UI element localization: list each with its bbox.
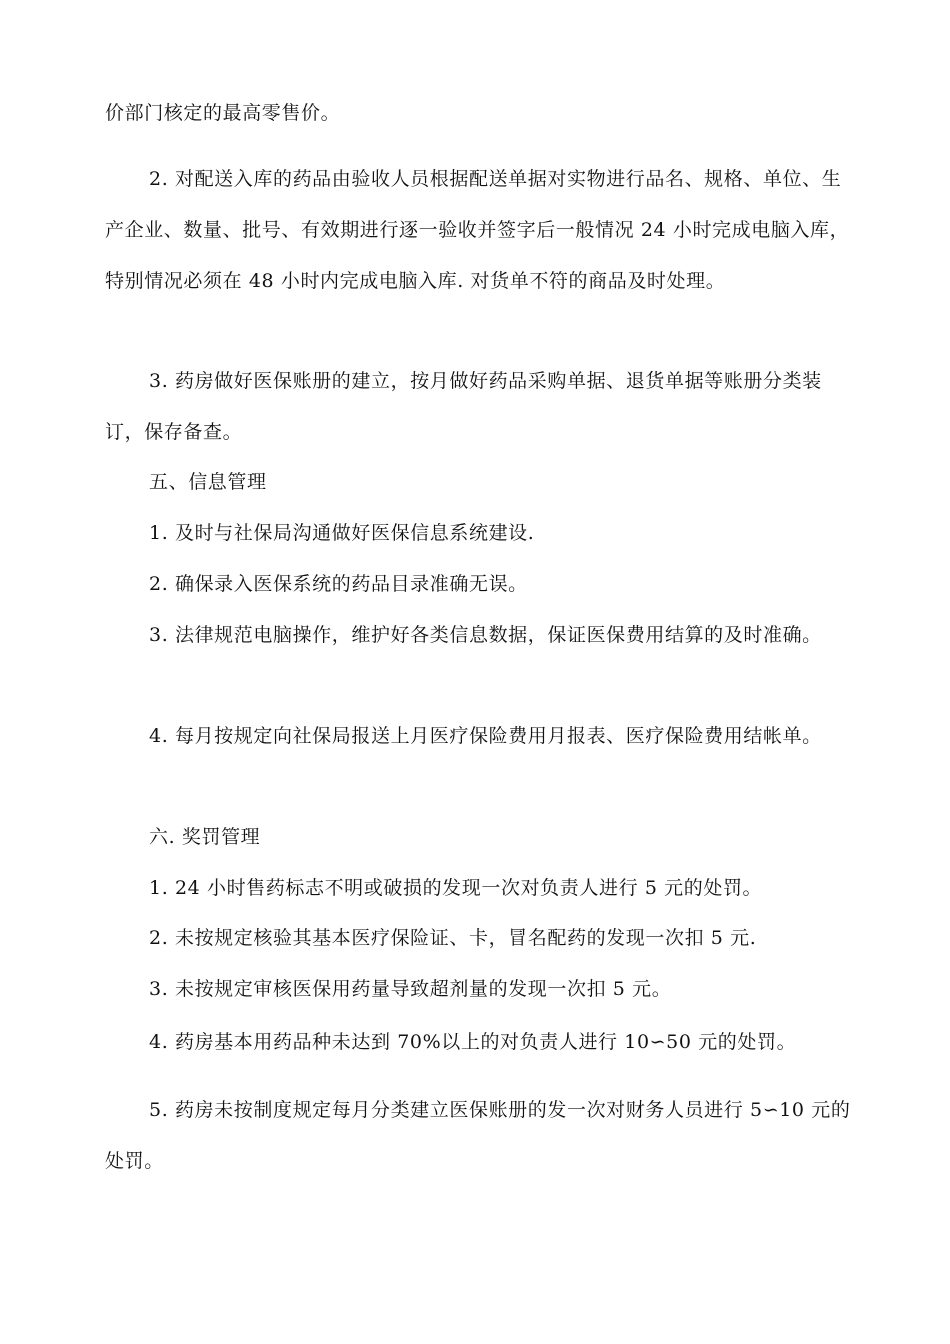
paragraph-penalty-item-4: 4. 药房基本用药品种未达到 70%以上的对负责人进行 10∽50 元的处罚。 xyxy=(149,1031,797,1053)
paragraph-penalty-item-5: 5. 药房未按制度规定每月分类建立医保账册的发一次对财务人员进行 5∽10 元的处罚。 xyxy=(105,1099,851,1172)
paragraph-info-item-3: 3. 法律规范电脑操作，维护好各类信息数据，保证医保费用结算的及时准确。 xyxy=(149,624,822,646)
section-heading-reward-penalty: 六. 奖罚管理 xyxy=(149,826,261,848)
section-heading-information-management: 五、信息管理 xyxy=(149,471,267,493)
paragraph-penalty-item-1: 1. 24 小时售药标志不明或破损的发现一次对负责人进行 5 元的处罚。 xyxy=(149,877,763,899)
paragraph-continuation: 价部门核定的最高零售价。 xyxy=(105,102,341,124)
paragraph-info-item-1: 1. 及时与社保局沟通做好医保信息系统建设. xyxy=(149,522,535,544)
paragraph-info-item-2: 2. 确保录入医保系统的药品目录准确无误。 xyxy=(149,573,528,595)
paragraph-item-3-accounts: 3. 药房做好医保账册的建立，按月做好药品采购单据、退货单据等账册分类装订，保存备查。 xyxy=(105,370,822,443)
paragraph-info-item-4: 4. 每月按规定向社保局报送上月医疗保险费用月报表、医疗保险费用结帐单。 xyxy=(149,725,822,747)
paragraph-penalty-item-2: 2. 未按规定核验其基本医疗保险证、卡，冒名配药的发现一次扣 5 元. xyxy=(149,927,757,949)
paragraph-item-2-receiving: 2. 对配送入库的药品由验收人员根据配送单据对实物进行品名、规格、单位、生产企业、数量、批号、有效期进行逐一验收并签字后一般情况 24 小时完成电脑入库，特别情况必须在 48 小时内完成电脑入库. 对货单不符的商品及时处理。 xyxy=(105,168,850,292)
paragraph-penalty-item-3: 3. 未按规定审核医保用药量导致超剂量的发现一次扣 5 元。 xyxy=(149,978,672,1000)
